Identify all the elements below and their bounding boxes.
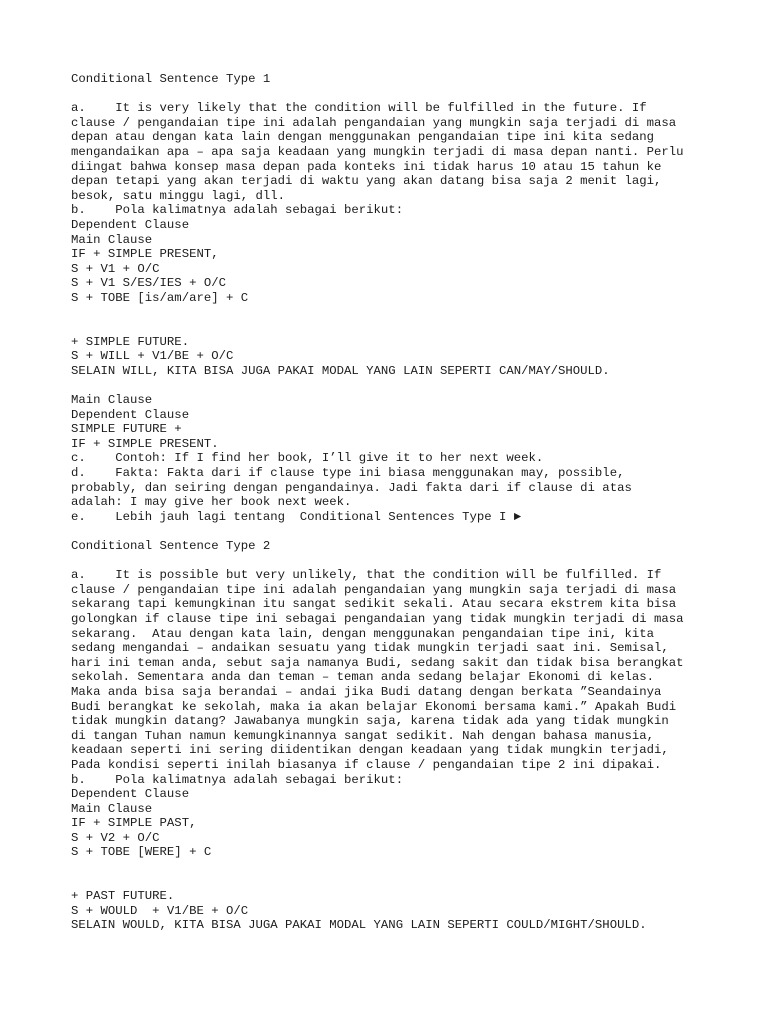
paragraph-line: Pada kondisi seperti inilah biasanya if clause / pengandaian tipe 2 ini dipakai. bbox=[71, 757, 662, 772]
blank-line bbox=[71, 87, 731, 102]
paragraph-line: b. Pola kalimatnya adalah sebagai berikut: bbox=[71, 203, 404, 218]
paragraph-line: a. It is possible but very unlikely, that the condition will be fulfilled. If bbox=[71, 568, 662, 583]
pattern-line: S + TOBE [WERE] + C bbox=[71, 845, 212, 860]
paragraph-line: depan atau dengan kata lain dengan menggunakan pengandaian tipe ini kita sedang bbox=[71, 130, 654, 145]
paragraph-line: golongkan if clause tipe ini sebagai pengandaian yang tidak mungkin terjadi di masa bbox=[71, 611, 684, 626]
paragraph-line: hari ini teman anda, sebut saja namanya Budi, sedang sakit dan tidak bisa berangkat bbox=[71, 655, 684, 670]
paragraph-line: Maka anda bisa saja berandai – andai jika Budi datang dengan berkata ”Seandainya bbox=[71, 684, 662, 699]
blank-line bbox=[71, 554, 731, 569]
pattern-line: Main Clause bbox=[71, 393, 153, 408]
pattern-line: Dependent Clause bbox=[71, 787, 190, 802]
paragraph-line: besok, satu minggu lagi, dll. bbox=[71, 188, 286, 203]
paragraph-line: sedang mengandai – andaikan sesuatu yang tidak mungkin terjadi saat ini. Semisal, bbox=[71, 641, 669, 656]
pattern-line: SIMPLE FUTURE + bbox=[71, 422, 182, 437]
document-page bbox=[71, 72, 731, 933]
paragraph-line: sekolah. Sementara anda dan teman – teman anda sedang belajar Ekonomi di kelas. bbox=[71, 670, 654, 685]
pattern-line: SELAIN WILL, KITA BISA JUGA PAKAI MODAL YANG LAIN SEPERTI CAN/MAY/SHOULD. bbox=[71, 363, 610, 378]
paragraph-line: clause / pengandaian tipe ini adalah pengandaian yang mungkin saja terjadi di masa bbox=[71, 115, 677, 130]
blank-line bbox=[71, 306, 731, 321]
paragraph-line: di tangan Tuhan namun kemungkinannya sangat sedikit. Nah dengan bahasa manusia, bbox=[71, 728, 654, 743]
blank-line bbox=[71, 320, 731, 335]
pattern-line: S + V2 + O/C bbox=[71, 830, 160, 845]
paragraph-line: d. Fakta: Fakta dari if clause type ini biasa menggunakan may, possible, bbox=[71, 466, 625, 481]
paragraph-line: probably, dan seiring dengan pengandainya. Jadi fakta dari if clause di atas bbox=[71, 480, 632, 495]
pattern-line: S + V1 S/ES/IES + O/C bbox=[71, 276, 226, 291]
paragraph-line: clause / pengandaian tipe ini adalah pengandaian yang mungkin saja terjadi di masa bbox=[71, 582, 677, 597]
paragraph-line: Budi berangkat ke sekolah, maka ia akan belajar Ekonomi bersama kami.” Apakah Budi bbox=[71, 699, 677, 714]
pattern-line: Main Clause bbox=[71, 232, 153, 247]
paragraph-line: c. Contoh: If I find her book, I’ll give it to her next week. bbox=[71, 451, 544, 466]
paragraph-line: b. Pola kalimatnya adalah sebagai berikut: bbox=[71, 772, 404, 787]
blank-line bbox=[71, 875, 731, 890]
section-title-type-1: Conditional Sentence Type 1 bbox=[71, 72, 271, 86]
more-info-line: e. Lebih jauh lagi tentang Conditional Sentences Type I ► bbox=[71, 509, 522, 524]
pattern-line: S + V1 + O/C bbox=[71, 261, 160, 276]
blank-line bbox=[71, 378, 731, 393]
pattern-line: S + WILL + V1/BE + O/C bbox=[71, 349, 234, 364]
paragraph-line: sekarang tapi kemungkinan itu sangat sedikit sekali. Atau secara ekstrem kita bisa bbox=[71, 597, 677, 612]
pattern-line: S + WOULD + V1/BE + O/C bbox=[71, 903, 249, 918]
pattern-line: IF + SIMPLE PAST, bbox=[71, 816, 197, 831]
paragraph-line: a. It is very likely that the condition will be fulfilled in the future. If bbox=[71, 101, 647, 116]
paragraph-line: adalah: I may give her book next week. bbox=[71, 495, 352, 510]
pattern-line: Dependent Clause bbox=[71, 217, 190, 232]
paragraph-line: tidak mungkin datang? Jawabanya mungkin saja, karena tidak ada yang tidak mungkin bbox=[71, 714, 669, 729]
pattern-line: IF + SIMPLE PRESENT, bbox=[71, 247, 219, 262]
paragraph-line: sekarang. Atau dengan kata lain, dengan menggunakan pengandaian tipe ini, kita bbox=[71, 626, 654, 641]
pattern-line: Dependent Clause bbox=[71, 407, 190, 422]
blank-line bbox=[71, 524, 731, 539]
blank-line bbox=[71, 860, 731, 875]
pattern-line: + PAST FUTURE. bbox=[71, 889, 175, 904]
pattern-line: SELAIN WOULD, KITA BISA JUGA PAKAI MODAL YANG LAIN SEPERTI COULD/MIGHT/SHOULD. bbox=[71, 918, 647, 933]
paragraph-line: depan tetapi yang akan terjadi di waktu yang akan datang bisa saja 2 menit lagi, bbox=[71, 174, 662, 189]
paragraph-line: keadaan seperti ini sering diidentikan dengan keadaan yang tidak mungkin terjadi, bbox=[71, 743, 669, 758]
section-title-type-2: Conditional Sentence Type 2 bbox=[71, 539, 271, 553]
pattern-line: + SIMPLE FUTURE. bbox=[71, 334, 190, 349]
pattern-line: Main Clause bbox=[71, 801, 153, 816]
pattern-line: S + TOBE [is/am/are] + C bbox=[71, 290, 249, 305]
paragraph-line: mengandaikan apa – apa saja keadaan yang mungkin terjadi di masa depan nanti. Perlu bbox=[71, 144, 684, 159]
pattern-line: IF + SIMPLE PRESENT. bbox=[71, 436, 219, 451]
paragraph-line: diingat bahwa konsep masa depan pada konteks ini tidak harus 10 atau 15 tahun ke bbox=[71, 159, 662, 174]
